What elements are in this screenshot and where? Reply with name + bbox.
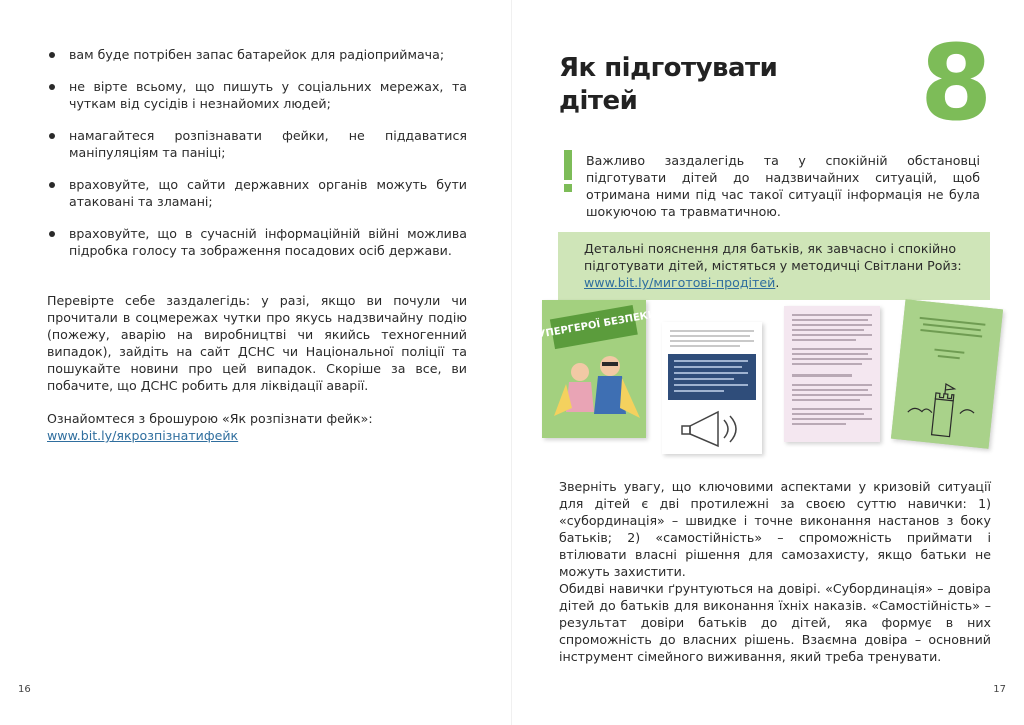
methodology-text	[584, 240, 964, 291]
bullet-dot-icon	[49, 182, 55, 188]
methodology-link[interactable]: www.bit.ly/миготові-продітей	[584, 275, 776, 290]
important-note-text: Важливо заздалегідь та у спокійній обстановці підготувати дітей до надзвичайних ситуацій, щоб отримана ними під час такої ситуації інформація не була шокуючою та травматичною.	[586, 153, 980, 219]
section-title	[559, 52, 777, 118]
methodology-description: Детальні пояснення для батьків, як завчасно і спокійно підготувати дітей, містяться у методичці Світлани Ройз:	[584, 241, 962, 273]
bullet-item	[47, 176, 467, 210]
page-number-left: 16	[18, 684, 31, 695]
bullet-item	[47, 225, 467, 259]
methodology-info-box	[558, 232, 990, 300]
bullet-item	[47, 78, 467, 112]
page-3-illustration	[784, 306, 880, 442]
book-page-4	[891, 299, 1003, 448]
important-note	[570, 152, 980, 220]
book-page-3	[784, 306, 880, 442]
page-2-illustration	[662, 322, 762, 454]
methodology-link-suffix: .	[775, 275, 780, 290]
brochure-link[interactable]: www.bit.ly/якрозпізнатифейк	[47, 428, 239, 443]
section-number: 8	[920, 22, 993, 144]
bullet-dot-icon	[49, 84, 55, 90]
superheroes-cover-illustration	[530, 300, 658, 438]
book-cover	[530, 300, 658, 438]
check-yourself-paragraph: Перевірте себе заздалегідь: у разі, якщо ви почули чи прочитали в соцмережах чутки про якусь надзвичайну подію (пожежу, аварію на виробництві чи якийсь техногенний випадок), зайдіть на сайт ДСНС чи Національної поліції та пошукайте новини про цей випадок. Скоріше за все, ви побачите, що ДСНС робить для ліквідації аварії.	[47, 293, 467, 393]
section-title-line1: Як підготувати	[559, 53, 778, 83]
book-cover-title: СУПЕРГЕРОЇ БЕЗПЕКИ	[530, 309, 658, 342]
trust-paragraph: Обидві навички ґрунтуються на довірі. «Субординація» – довіра дітей до батьків для виконання їхніх наказів. «Самостійність» – результат довіри батьків до дітей, яка формує в них спроможність до власних рішень. Взаємна довіра – основний інструмент сімейного виживання, який треба тренувати.	[559, 581, 991, 664]
right-page	[512, 0, 1024, 725]
bullet-dot-icon	[49, 133, 55, 139]
brochure-text: Ознайомтеся з брошурою «Як розпізнати фейк»:	[47, 411, 373, 426]
bullet-text: намагайтеся розпізнавати фейки, не піддаватися маніпуляціям та паніці;	[69, 128, 467, 160]
bullet-item	[47, 46, 467, 63]
bullet-text: враховуйте, що в сучасній інформаційній війні можлива підробка голосу та зображення посадових осіб держави.	[69, 226, 467, 258]
brochure-paragraph	[47, 410, 467, 444]
bullet-dot-icon	[49, 52, 55, 58]
bullet-dot-icon	[49, 231, 55, 237]
bullet-text: вам буде потрібен запас батарейок для радіоприймача;	[69, 47, 445, 62]
section-title-line2: дітей	[559, 86, 638, 116]
bullet-item	[47, 127, 467, 161]
castle-illustration	[891, 299, 1003, 448]
book-page-2	[662, 322, 762, 454]
advice-bullet-list	[47, 46, 467, 274]
methodology-book-pages	[530, 296, 1002, 466]
page-number-right: 17	[993, 684, 1006, 695]
skills-paragraph: Зверніть увагу, що ключовими аспектами у кризовій ситуації для дітей є дві протилежні за своєю суттю навички: 1) «субординація» – швидке і точне виконання настанов з боку батьків; 2) «самостійність» – спроможність приймати і втілювати власні рішення для самозахисту, якщо батьки не можуть захистити.	[559, 479, 991, 579]
bullet-text: не вірте всьому, що пишуть у соціальних мережах, та чуткам від сусідів і незнайомих людей;	[69, 79, 467, 111]
bullet-text: враховуйте, що сайти державних органів можуть бути атаковані та зламані;	[69, 177, 467, 209]
